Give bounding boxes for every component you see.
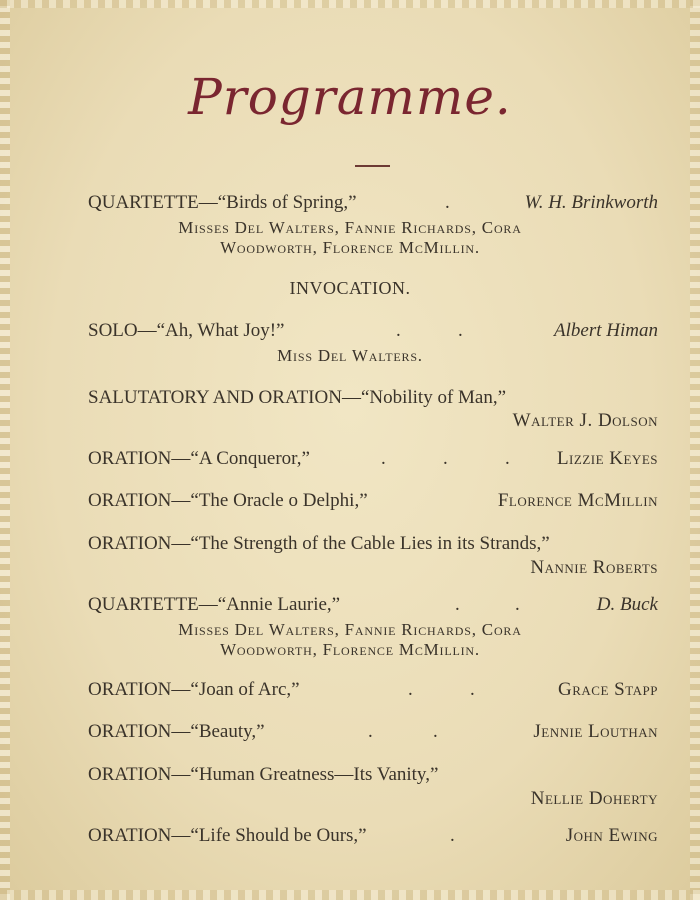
item-author: Jennie Louthan [533, 721, 658, 742]
top-deckle-edge [0, 0, 700, 8]
item-composer: Albert Himan [554, 320, 658, 341]
leader-dot: . [455, 594, 460, 615]
item-composer: D. Buck [596, 594, 658, 615]
item-author: Nannie Roberts [530, 557, 658, 578]
leader-dot: . [443, 448, 448, 469]
right-deckle-edge [690, 0, 700, 900]
invocation: INVOCATION. [289, 278, 411, 298]
item-composer: W. H. Brinkworth [524, 192, 658, 213]
leader-dot: . [445, 192, 450, 213]
left-deckle-edge [0, 0, 10, 900]
item-title: ORATION—“Joan of Arc,” [88, 679, 300, 700]
performers-line: Miss Del Walters. [277, 346, 423, 365]
item-author: Nellie Doherty [530, 788, 658, 809]
leader-dot: . [368, 721, 373, 742]
item-author: Florence McMillin [497, 490, 658, 511]
leader-dot: . [470, 679, 475, 700]
leader-dot: . [515, 594, 520, 615]
item-title: ORATION—“Human Greatness—Its Vanity,” [88, 764, 439, 785]
title-rule [355, 165, 390, 167]
item-author: Grace Stapp [558, 679, 658, 700]
item-title: QUARTETTE—“Annie Laurie,” [88, 594, 341, 615]
item-title: ORATION—“The Strength of the Cable Lies in its Strands,” [88, 533, 550, 554]
bottom-deckle-edge [0, 890, 700, 900]
leader-dot: . [433, 721, 438, 742]
leader-dot: . [458, 320, 463, 341]
item-title: ORATION—“Beauty,” [88, 721, 265, 742]
programme-title: Programme. [188, 68, 512, 126]
leader-dot: . [505, 448, 510, 469]
item-title: ORATION—“Life Should be Ours,” [88, 825, 367, 846]
leader-dot: . [408, 679, 413, 700]
leader-dot: . [381, 448, 386, 469]
performers-line: Misses Del Walters, Fannie Richards, Cora [178, 620, 522, 639]
item-author: John Ewing [565, 825, 658, 846]
performers-line: Woodworth, Florence McMillin. [220, 238, 480, 257]
leader-dot: . [450, 825, 455, 846]
performers-line: Misses Del Walters, Fannie Richards, Cora [178, 218, 522, 237]
item-title: SALUTATORY AND ORATION—“Nobility of Man,” [88, 387, 507, 408]
item-title: QUARTETTE—“Birds of Spring,” [88, 192, 357, 213]
leader-dot: . [396, 320, 401, 341]
item-title: SOLO—“Ah, What Joy!” [88, 320, 285, 341]
item-title: ORATION—“The Oracle o Delphi,” [88, 490, 368, 511]
item-title: ORATION—“A Conqueror,” [88, 448, 310, 469]
performers-line: Woodworth, Florence McMillin. [220, 640, 480, 659]
item-author: Walter J. Dolson [512, 410, 658, 431]
item-author: Lizzie Keyes [556, 448, 658, 469]
